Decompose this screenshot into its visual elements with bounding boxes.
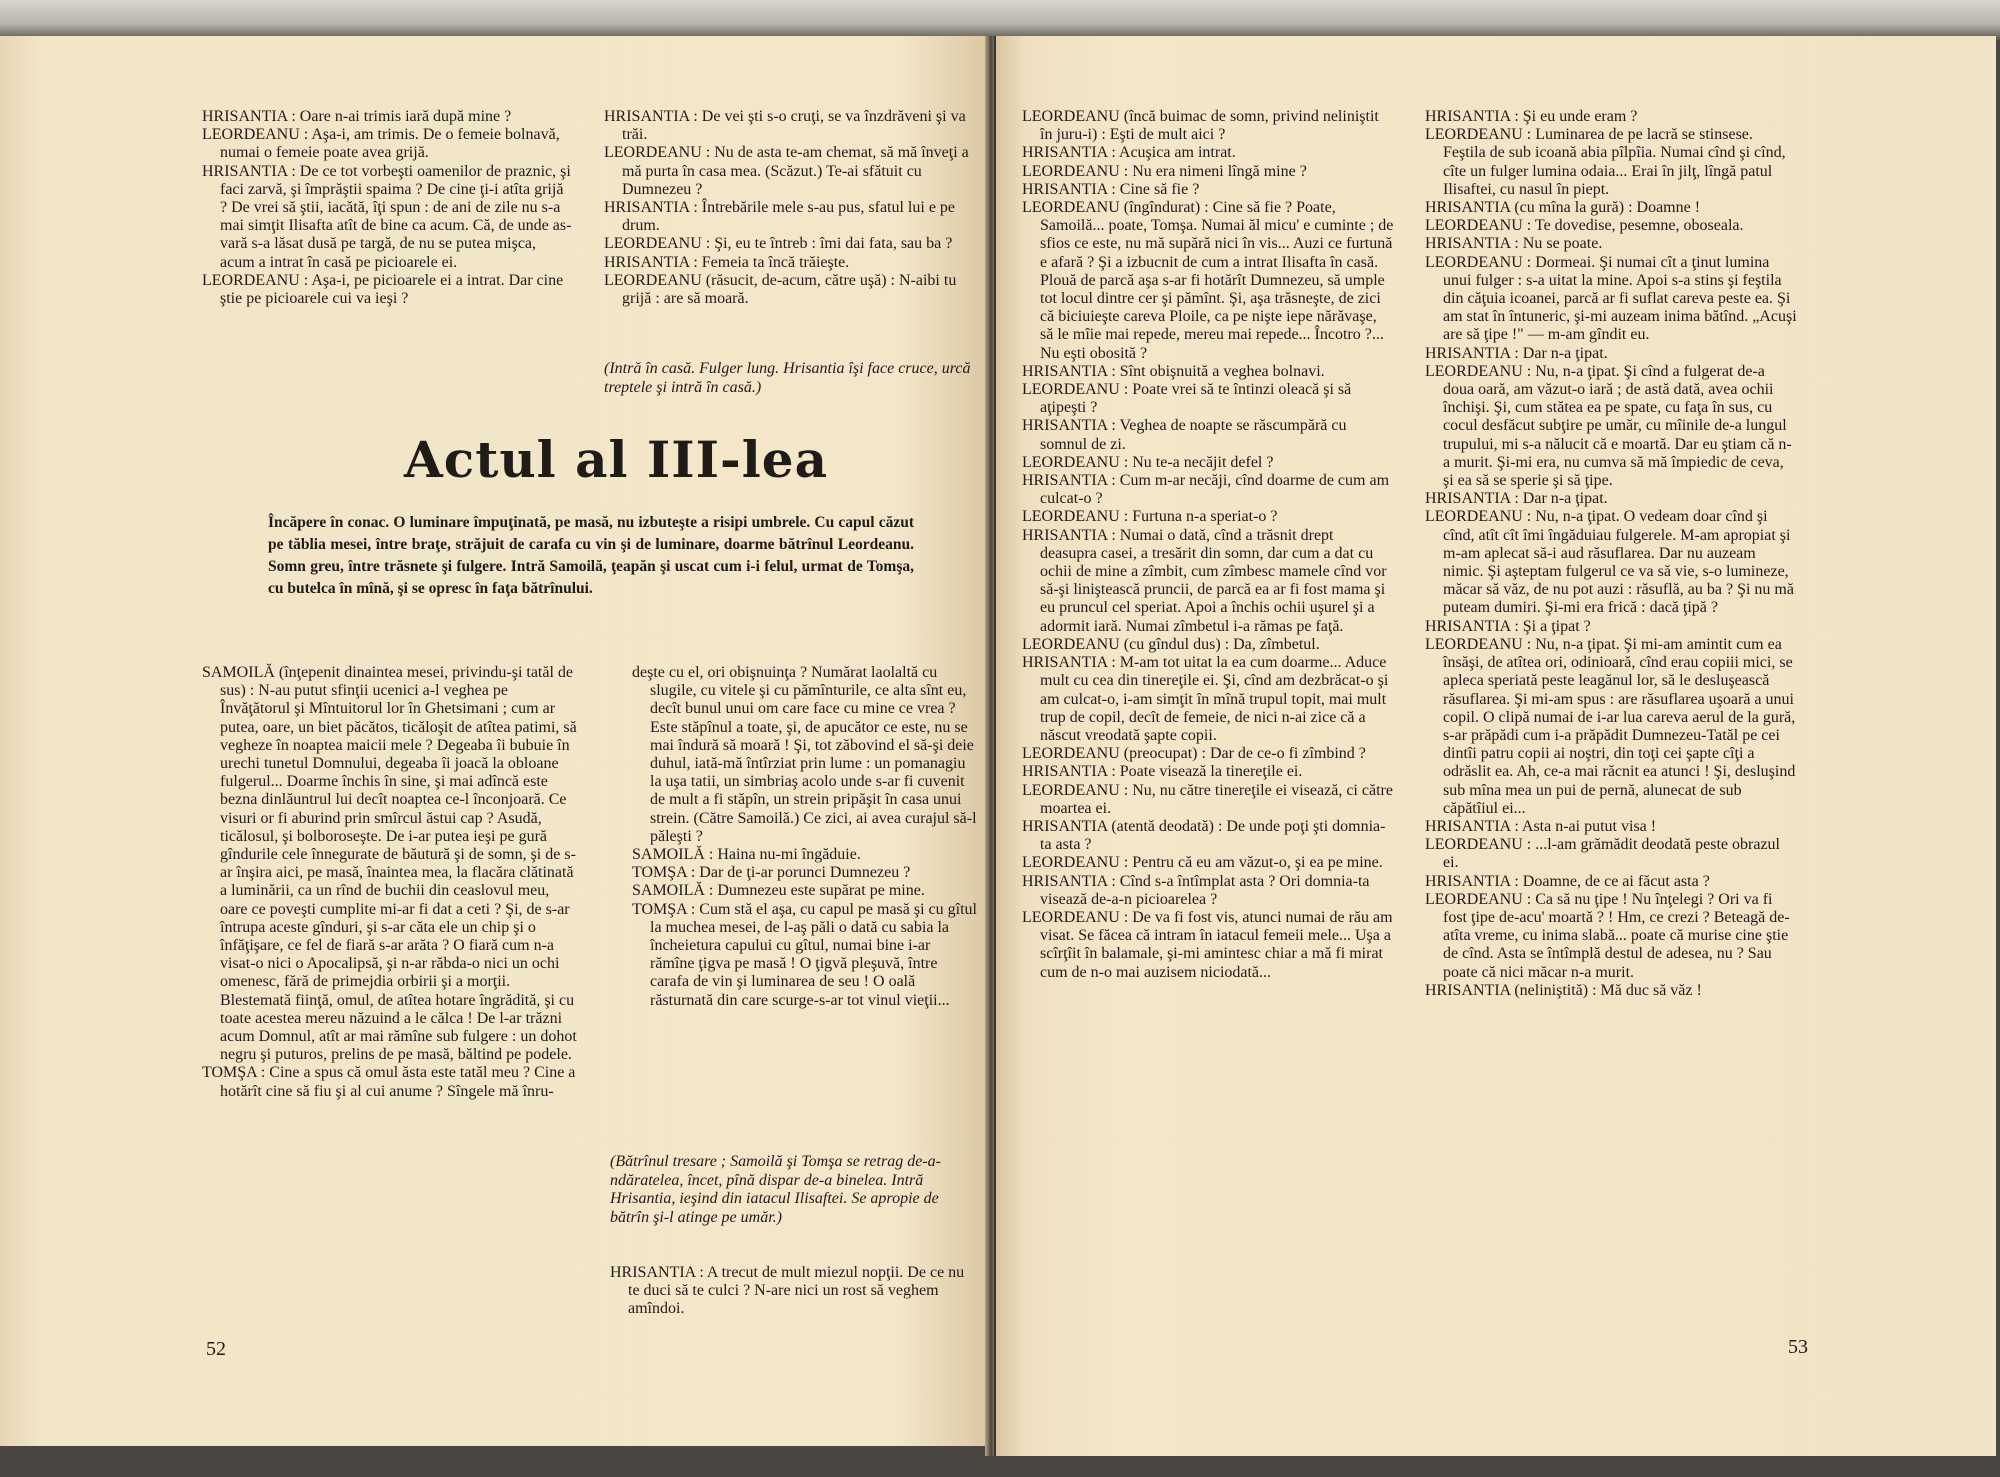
dialogue-line: HRISANTIA : Doamne, de ce ai făcut asta ? — [1425, 872, 1710, 890]
act-stage-direction: Încăpere în conac. O luminare împuţinată, pe masă, nu izbuteşte a risipi umbrele. Cu capul căzut pe tăblia mesei, între braţe, străjuit de carafa cu vin şi de luminare, doarme bătrînul Leordeanu. Somn greu, între trăsnete şi fulgere. Intră Samoilă, ţeapăn şi uscat cum i-i felul, urmat de Tomşa, cu butelca în mînă, şi se opresc în faţa bătrînului. — [268, 514, 914, 597]
dialogue-line: LEORDEANU : Luminarea de pe lacră se stinsese. Feştila de sub icoană abia pîlpîia. Numai cînd şi cînd, cîte un fulger lumina odaia... Erai în jilţ, lîngă patul Ilisaftei, cu nasul în piept. — [1425, 126, 1786, 198]
dialogue-line: LEORDEANU (îngîndurat) : Cine să fie ? Poate, Samoilă... poate, Tomşa. Numai ăl micu' e cuminte ; de sfios ce este, nu mă supără nici în vis... Auzi ce furtună e afară ? Şi a izbucnit de cum a intrat Ilisafta în casă. Plouă de parcă aşa s-ar fi hotărît Dumnezeu, să umple tot locul dintre cer şi pămînt. Şi, aşa trăsneşte, de zici că biciuieşte careva Ploile, ca pe nişte iepe nărăvaşe, să le mîie mai repede, mereu mai repede... Încotro ?... Nu eşti obosită ? — [1022, 199, 1394, 362]
dialogue-line: HRISANTIA : Şi eu unde eram ? — [1425, 108, 1638, 125]
dialogue-line: LEORDEANU : ...l-am grămădit deodată peste obrazul ei. — [1425, 836, 1780, 872]
dialogue-line: LEORDEANU (preocupat) : Dar de ce-o fi zîmbind ? — [1022, 745, 1366, 763]
dialogue-line: TOMŞA : Dar de ţi-ar porunci Dumnezeu ? — [632, 864, 911, 882]
left-page — [0, 36, 990, 1446]
dialogue-line: HRISANTIA : Numai o dată, cînd a trăsnit drept deasupra casei, a tresărit din somn, dar cum a dat cu ochii de mine a zîmbit, cum zîmbesc mamele cînd vor să-şi liniştească pruncii, de parcă ea ar fi fost mama şi eu pruncul cel speriat. Apoi a închis ochii uşurel şi a adormit iară. Numai zîmbetul i-a rămas pe faţă. — [1022, 526, 1387, 635]
dialogue-line: LEORDEANU : Nu, nu către tinereţile ei visează, ci către moartea ei. — [1022, 781, 1393, 817]
left-column-4-stage-direction: (Bătrînul tresare ; Samoilă şi Tomşa se retrag de-a-ndăratelea, încet, pînă dispar de-a binelea. Intră Hrisantia, ieşind din iatacul Ilisaftei. Se apropie de bătrîn şi-l atinge pe umăr.) — [610, 1153, 941, 1226]
dialogue-line: HRISANTIA : Veghea de noapte se răscumpără cu somnul de zi. — [1022, 417, 1347, 453]
dialogue-line: HRISANTIA : A trecut de mult miezul nopţii. De ce nu te duci să te culci ? N-are nici un rost să veghem amîndoi. — [610, 1264, 965, 1318]
dialogue-line: LEORDEANU : Nu de asta te-am chemat, să mă înveţi a mă purta în casa mea. (Scăzut.) Te-ai sfătuit cu Dumnezeu ? — [604, 144, 969, 198]
dialogue-line: SAMOILĂ : Dumnezeu este supărat pe mine. — [632, 882, 925, 900]
dialogue-line: LEORDEANU : Nu te-a necăjit defel ? — [1022, 453, 1274, 471]
dialogue-line: LEORDEANU : Nu, n-a ţipat. Şi cînd a fulgerat de-a doua oară, am văzut-o iară ; de astă dată, avea ochii închişi. Şi, cum stătea ea pe spate, cu faţa în sus, cu cocul desfăcut subţire pe umăr, cu mîinile de-a lungul trupului, mi s-a nălucit că e moartă. Dar eu ştiam că n-a murit. Şi-mi era, nu cumva să mă împiedic de ceva, şi ea să se sperie şi să ţipe. — [1425, 362, 1792, 490]
scanner-edge — [0, 0, 2000, 40]
dialogue-line: LEORDEANU : De va fi fost vis, atunci numai de rău am visat. Se făcea că intram în iatacul femeii mele... Uşa a scîrţîit în balamale, şi-mi amintesc chiar a mă fi mirat cum de n-o mai auzisem niciodată... — [1022, 908, 1393, 981]
dialogue-line: HRISANTIA : Acuşica am intrat. — [1022, 144, 1236, 162]
right-column-2 — [1425, 108, 1797, 1000]
left-column-4-end — [610, 1264, 978, 1319]
dialogue-line: HRISANTIA : Dar n-a ţipat. — [1425, 490, 1608, 508]
dialogue-line: SAMOILĂ (înţepenit dinaintea mesei, privindu-şi tatăl de sus) : N-au putut sfinţii ucenici a-l veghea pe Învăţătorul şi Mîntuitorul lor în Ghetsimani ; cum ar putea, oare, un biet păcătos, ticăloşit de atîtea patimi, să vegheze în noaptea maicii mele ? Degeaba îi bubuie în urechi tunetul Domnului, degeaba îi joacă la obloane fulgerul... Doarme închis în sine, şi mai adîncă este bezna dinlăuntrul lui decît noaptea ce-l înconjoară. Ce visuri or fi aburind prin smîrcul ăstui cap ? Asudă, ticălosul, şi bolboroseşte. De i-ar putea ieşi pe gură gîndurile cele înnegurate de băutură şi de somn, şi de s-ar înşira aici, pe masă, înaintea mea, la flacăra clătinată a luminării, ca un rînd de buchii din ceaslovul meu, oare ce poveşti cumplite mi-ar fi dat a ceti ? Şi, de s-ar întrupa aceste gînduri, şi s-ar căta ele un chip şi o înfăţişare, ce fel de fiară s-ar arăta ? O fiară cum n-a visat-o nici o Apocalipsă, şi n-ar răbda-o nici un ochi omenesc, fără de primejdia orbirii şi a morţii. Blestemată fiinţă, omul, de atîtea hotare îngrădită, şi cu toate acestea mereu năzuind a le călca ! De l-ar trăzni acum Domnul, atît ar mai rămîne sub fulgere : un dohot negru şi puturos, prelins de pe masă, băltind pe podele. — [202, 664, 577, 1064]
dialogue-line: LEORDEANU (cu gîndul dus) : Da, zîmbetul. — [1022, 635, 1320, 653]
page-number-right: 53 — [1788, 1336, 1808, 1358]
left-column-3 — [202, 664, 577, 1101]
dialogue-line: HRISANTIA (atentă deodată) : De unde poţi şti domnia-ta asta ? — [1022, 817, 1386, 854]
dialogue-line: deşte cu el, ori obişnuinţa ? Numărat laolaltă cu slugile, cu vitele şi cu pămînturile, ce alta sînt eu, decît bunul unui om care face cu mine ce vrea ? Este stăpînul a toate, şi, de apucător ce este, nu se mai îndură să moară ! Şi, tot zăbovind el să-şi deie duhul, iată-mă întîrziat prin lume : un pomanagiu la uşa tatii, un simbriaş acolo unde s-ar fi cuvenit de mult a fi stăpîn, un strein pripăşit în casa unui strein. (Către Samoilă.) Ce zici, ai avea curajul să-l păleşti ? — [632, 664, 977, 845]
dialogue-line: LEORDEANU : Nu era nimeni lîngă mine ? — [1022, 162, 1307, 180]
dialogue-line: LEORDEANU (răsucit, de-acum, către uşă) : N-aibi tu grijă : are să moară. — [604, 271, 957, 308]
dialogue-line: HRISANTIA (cu mîna la gură) : Doamne ! — [1425, 199, 1701, 217]
dialogue-line: LEORDEANU : Poate vrei să te întinzi oleacă şi să aţipeşti ? — [1022, 381, 1352, 417]
dialogue-line: LEORDEANU : Nu, n-a ţipat. Şi mi-am amintit cum ea însăşi, de atîtea ori, odinioară, cînd erau copiii mici, se apleca speriată peste leagănul lor, să le desluşească răsuflarea. Şi mi-am spus : are răsuflarea uşoară a unui copil. O clipă numai de i-ar lua careva aerul de la gură, s-ar prăpădi cum i-a prăpădit Dumnezeu-Tatăl pe cei dintîi patru copii ai noştri, din toţi cei şapte cîţi a odrăslit ea. Ah, ce-a mai răcnit ea atunci ! Şi, desluşind sub mîna mea un pui de pernă, alunecat de sub căpătîiul ei... — [1425, 635, 1796, 817]
dialogue-line: HRISANTIA : Cine să fie ? — [1022, 180, 1200, 198]
dialogue-line: LEORDEANU : Furtuna n-a speriat-o ? — [1022, 508, 1278, 526]
dialogue-line: TOMŞA : Cine a spus că omul ăsta este tatăl meu ? Cine a hotărît cine să fiu şi al cui anume ? Sîngele mă înru- — [202, 1064, 576, 1100]
dialogue-line: HRISANTIA : Nu se poate. — [1425, 235, 1603, 253]
dialogue-line: HRISANTIA : Întrebările mele s-au pus, sfatul lui e pe drum. — [604, 199, 956, 235]
dialogue-line: HRISANTIA : Şi a ţipat ? — [1425, 617, 1591, 635]
right-page — [994, 36, 1996, 1456]
page-number-left: 52 — [206, 1338, 226, 1360]
right-column-1 — [1022, 108, 1394, 982]
dialogue-line: HRISANTIA : Sînt obişnuită a veghea bolnavi. — [1022, 362, 1325, 380]
dialogue-line: TOMŞA : Cum stă el aşa, cu capul pe masă şi cu gîtul la muchea mesei, de l-aş păli o dată cu sabia la încheietura capului cu gîtul, numai bine i-ar rămîne ţigva pe masă ! O ţigvă pleşuvă, între carafa de vin şi luminarea de seu ! O oală răsturnată din care scurge-s-ar tot vinul vieţii... — [632, 900, 977, 1009]
dialogue-line: LEORDEANU : Nu, n-a ţipat. O vedeam doar cînd şi cînd, atît cît îmi îngăduiau fulgerele. M-am apropiat şi m-am aplecat să-i aud răsuflarea. Dar nu auzeam nimic. Şi aşteptam fulgerul ce va să vie, s-o lumineze, măcar să văz, de nu pot auzi : răsuflă, au ba ? Şi nu mă puteam dumiri. Şi-mi era frică : dacă ţipă ? — [1425, 508, 1794, 617]
dialogue-line: LEORDEANU : Te dovedise, pesemne, oboseala. — [1425, 217, 1744, 235]
dialogue-line: HRISANTIA : De ce tot vorbeşti oamenilor de praznic, şi faci zarvă, şi împrăştii spaima ? De cine ţi-i atîta grijă ? De vrei să ştii, iacătă, îţi spun : de ani de zile nu s-a mai simţit Ilisafta atît de bine ca acum. Că, de unde as-vară s-a lăsat dusă pe targă, de nu se putea mişca, acum a intrat în casă pe picioarele ei. — [202, 162, 572, 271]
dialogue-line: LEORDEANU : Şi, eu te întreb : îmi dai fata, sau ba ? — [604, 235, 953, 253]
left-column-4 — [632, 664, 977, 1010]
act-title: Actul al III-lea — [404, 430, 829, 489]
dialogue-line: LEORDEANU : Pentru că eu am văzut-o, şi ea pe mine. — [1022, 854, 1383, 872]
left-column-2-stage-direction: (Intră în casă. Fulger lung. Hrisantia îşi face cruce, urcă treptele şi intră în casă.) — [604, 360, 971, 396]
dialogue-line: HRISANTIA : Dar n-a ţipat. — [1425, 344, 1608, 362]
dialogue-line: HRISANTIA : Cînd s-a întîmplat asta ? Ori domnia-ta visează de-a-n picioarelea ? — [1022, 872, 1370, 908]
dialogue-line: HRISANTIA : Femeia ta încă trăieşte. — [604, 253, 850, 271]
dialogue-line: HRISANTIA : De vei şti s-o cruţi, se va înzdrăveni şi va trăi. — [604, 108, 966, 144]
dialogue-line: HRISANTIA (neliniştită) : Mă duc să văz ! — [1425, 981, 1702, 999]
dialogue-line: LEORDEANU : Dormeai. Şi numai cît a ţinut lumina unui fulger : s-a uitat la mine. Apoi s-a stins şi feştila din căţuia icoanei, parcă ar fi suflat careva peste ea. Şi am stat în întuneric, şi-mi auzeam inima bătînd. „Acuşi are să ţipe !" — m-am gîndit eu. — [1425, 253, 1797, 344]
dialogue-line: HRISANTIA : Cum m-ar necăji, cînd doarme de cum am culcat-o ? — [1022, 472, 1390, 508]
dialogue-line: LEORDEANU (încă buimac de somn, privind neliniştit în juru-i) : Eşti de mult aici ? — [1022, 108, 1379, 144]
dialogue-line: HRISANTIA : Asta n-ai putut visa ! — [1425, 817, 1657, 835]
dialogue-line: HRISANTIA : Oare n-ai trimis iară după mine ? — [202, 108, 512, 125]
dialogue-line: SAMOILĂ : Haina nu-mi îngăduie. — [632, 846, 861, 864]
left-column-1 — [202, 108, 574, 308]
dialogue-line: HRISANTIA : M-am tot uitat la ea cum doarme... Aduce mult cu cea din tinereţile ei. Şi, cînd am dezbrăcat-o şi am culcat-o, i-am simţit în mînă trupul topit, mai mult trup de copil, decît de femeie, de nici n-ai zice că a născut vreodată şapte copii. — [1022, 654, 1389, 744]
dialogue-line: HRISANTIA : Poate visează la tinereţile ei. — [1022, 763, 1303, 781]
dialogue-line: LEORDEANU : Aşa-i, am trimis. De o femeie bolnavă, numai o femeie poate avea grijă. — [202, 126, 560, 162]
left-column-2 — [604, 108, 976, 308]
dialogue-line: LEORDEANU : Ca să nu ţipe ! Nu înţelegi ? Ori va fi fost ţipe de-acu' moartă ? ! Hm, ce crezi ? Beteagă de-atîta vreme, cu inima slabă... poate că murise cine ştie de cînd. Asta se întîmplă destul de adesea, nu ? Sau poate că nici măcar n-a murit. — [1425, 890, 1790, 981]
dialogue-line: LEORDEANU : Aşa-i, pe picioarele ei a intrat. Dar cine ştie pe picioarele cui va ieşi ? — [202, 271, 564, 308]
